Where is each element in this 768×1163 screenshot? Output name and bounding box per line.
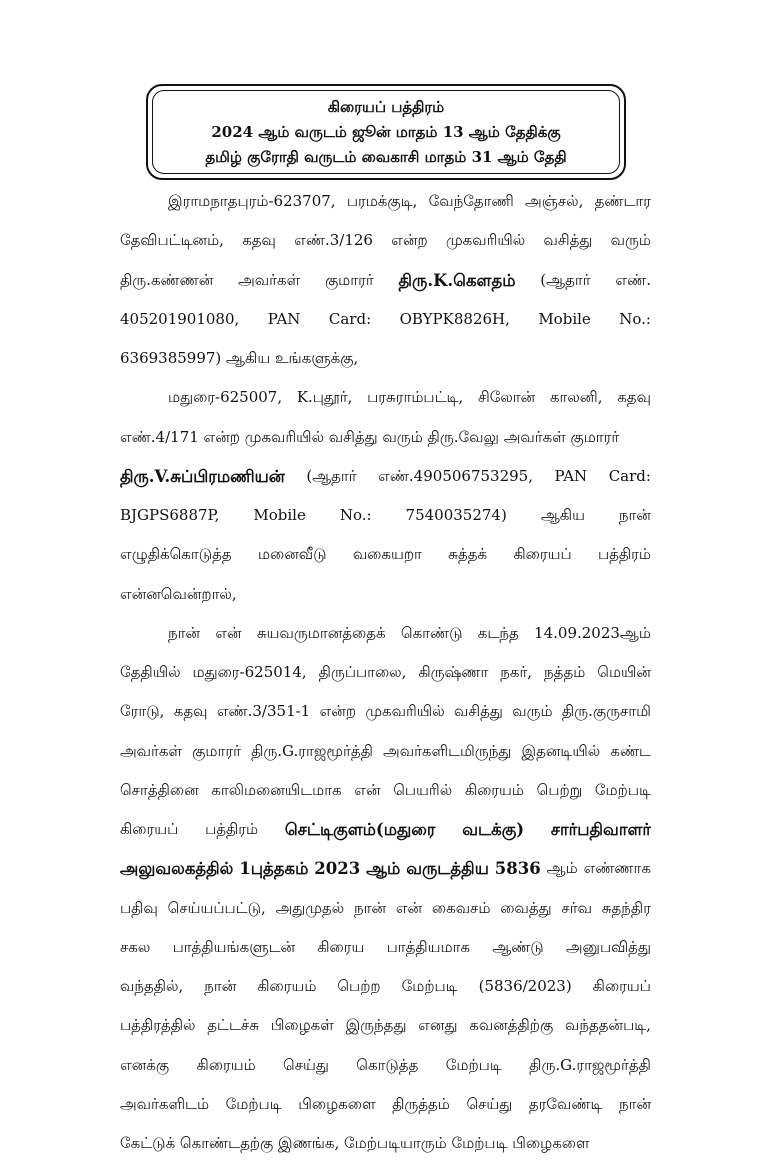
text-line — [120, 261, 651, 300]
word: கிரையப் — [592, 977, 651, 995]
word: திரு.G.ராஜமூர்த்தி — [251, 741, 373, 760]
word: அதுமுதல் — [275, 898, 345, 917]
word: காலிமனையிடமாக — [211, 780, 342, 799]
word: மேற்படி — [225, 1094, 282, 1113]
word: BJGPS6887P, — [120, 506, 220, 524]
word: வந்ததில், — [120, 977, 184, 995]
text-line — [120, 221, 651, 260]
word: செய்யப்பட்டு, — [167, 898, 266, 917]
word: என் — [354, 780, 381, 799]
word: நான் — [168, 623, 201, 642]
word: வசித்து — [543, 231, 593, 250]
text-line: கேட்டுக் கொண்டதற்கு இணங்க, மேற்படியாரும் மேற்படி பிழைகளை — [120, 1134, 590, 1152]
word: கிருஷ்ணா — [418, 663, 489, 681]
word: கிரையம் — [257, 977, 317, 995]
word: பாத்தியங்களுடன் — [172, 937, 296, 956]
word: வருடத்திய — [406, 859, 489, 879]
word: கொடுத்த — [356, 1055, 419, 1074]
word: மதுரை-625007, — [168, 388, 283, 407]
word: பரமக்குடி, — [346, 192, 418, 210]
word: கொண்டு — [400, 623, 463, 642]
word: K.புதூர், — [296, 388, 353, 407]
text-line — [120, 182, 651, 221]
word: சிலோன் — [477, 388, 536, 407]
word: எழுதிக்கொடுத்த — [120, 545, 232, 564]
word: குமாரர் — [324, 270, 374, 289]
word: நான் — [618, 506, 651, 524]
word: சகல — [120, 937, 151, 956]
word: நகர், — [500, 663, 533, 681]
word: பத்திரம் — [597, 545, 651, 564]
document-body — [120, 182, 651, 1163]
word: பத்திரம் — [205, 820, 259, 838]
text-line — [120, 771, 651, 810]
word: சர்வ — [561, 898, 592, 917]
word: அவர்களிடமிருந்து — [383, 741, 512, 760]
document-title: கிரையப் பத்திரம் — [327, 97, 445, 116]
word: கைவசம் — [431, 898, 491, 917]
word: தண்டார — [594, 192, 651, 210]
word: திரு.G.ராஜமூர்த்தி — [529, 1055, 651, 1074]
word: அஞ்சல், — [525, 192, 584, 210]
word: (5836/2023) — [478, 977, 572, 995]
text-line — [120, 849, 651, 888]
word: திருப்பாலை, — [318, 663, 407, 681]
word: சுதந்திர — [601, 898, 651, 917]
word: எனது — [418, 1016, 458, 1035]
text-line: எண்.4/171 என்ற முகவரியில் வசித்து வரும் திரு.வேலு அவர்கள் குமாரர் — [120, 427, 620, 446]
text-line — [120, 928, 651, 967]
word: எண்.3/126 — [294, 231, 373, 250]
text-line: என்னவென்றால், — [120, 584, 237, 603]
word: தரவேண்டி — [528, 1094, 603, 1113]
word: எண்ணாக — [583, 859, 651, 878]
word: நான் — [618, 1094, 651, 1113]
word: Card: — [608, 466, 651, 485]
word: சுத்தக் — [448, 545, 488, 564]
text-line — [120, 378, 651, 417]
word: சொத்தினை — [120, 780, 199, 799]
word: வரும் — [610, 231, 651, 250]
word: பெற்ற — [337, 977, 381, 995]
word: வசித்து — [453, 702, 503, 721]
word: திரு.V.சுப்பிரமணியன் — [120, 466, 285, 486]
gregorian-date-line: 2024 ஆம் வருடம் ஜூன் மாதம் 13 ஆம் தேதிக்கு — [211, 122, 561, 141]
word: வைத்து — [500, 898, 552, 917]
word: திரு.கண்ணன் — [120, 270, 214, 289]
word: என்ற — [319, 702, 357, 721]
word: பாத்தியமாக — [386, 937, 471, 956]
document-title-inner-border — [152, 90, 620, 174]
word: ரோடு, — [120, 702, 165, 721]
word: தட்டச்சு — [207, 1016, 259, 1035]
word: என் — [215, 623, 242, 642]
text-line — [120, 1085, 651, 1124]
word: கிரையப் — [513, 545, 572, 564]
word: மதுரை-625014, — [192, 663, 307, 681]
word: தேவிபட்டினம், — [120, 231, 224, 250]
word: கிரையப் — [120, 820, 179, 838]
text-line — [120, 889, 651, 928]
word: No.: — [339, 506, 372, 524]
word: எண்.490506753295, — [378, 466, 533, 485]
word: 2023 — [314, 859, 361, 879]
text-line — [120, 967, 651, 1006]
word: 5836 — [494, 859, 541, 879]
text-line — [120, 300, 651, 339]
text-line — [120, 653, 651, 692]
word: கதவு — [242, 231, 276, 250]
word: OBYPK8826H, — [399, 309, 510, 328]
word: தேதியில் — [120, 663, 181, 681]
word: குமாரர் — [192, 741, 241, 760]
word: மேற்படி — [594, 780, 651, 799]
text-line — [120, 457, 651, 496]
word: நான் — [204, 977, 237, 995]
word: பதிவு — [120, 898, 158, 917]
word: திரு.குருசாமி — [561, 702, 651, 721]
word: முகவரியில் — [365, 702, 445, 721]
word: அவர்கள் — [120, 741, 182, 760]
word: பெற்று — [536, 780, 583, 799]
word: 1புத்தகம் — [239, 859, 309, 879]
word: பிழைகள் — [270, 1016, 334, 1035]
word: அவர்களிடம் — [120, 1094, 210, 1113]
text-line: 6369385997) ஆகிய உங்களுக்கு, — [120, 349, 359, 367]
word: நான் — [353, 898, 386, 917]
word: மேற்படி — [445, 1055, 502, 1074]
word: பிழைகளை — [298, 1094, 376, 1113]
word: வரும் — [512, 702, 553, 721]
text-line — [120, 1006, 651, 1045]
word: வந்ததன்படி, — [565, 1016, 651, 1035]
word: முகவரியில் — [445, 231, 526, 250]
word: சார்பதிவாளர் — [550, 820, 651, 839]
text-line — [120, 810, 651, 849]
text-line — [120, 1046, 651, 1085]
word: 14.09.2023ஆம் — [534, 623, 651, 642]
tamil-date-line: தமிழ் குரோதி வருடம் வைகாசி மாதம் 31 ஆம் தேதி — [205, 147, 567, 166]
word: சுயவருமானத்தைக் — [256, 623, 386, 642]
word: கிரையம் — [196, 1055, 256, 1074]
word: எண்.3/351-1 — [216, 702, 311, 721]
word: இராமநாதபுரம்-623707, — [168, 192, 336, 210]
word: வேந்தோணி — [428, 192, 514, 210]
word: மெயின் — [597, 663, 651, 681]
word: நத்தம் — [544, 663, 586, 681]
word: (ஆதார் — [306, 466, 357, 485]
word: PAN — [554, 466, 588, 485]
word: எண். — [615, 270, 651, 289]
word: செட்டிகுளம்(மதுரை — [284, 820, 436, 839]
word: பத்திரத்தில் — [120, 1016, 196, 1035]
word: ஆம் — [366, 859, 401, 879]
word: செய்து — [466, 1094, 513, 1113]
word: திருத்தம் — [392, 1094, 450, 1113]
word: அவர்கள் — [238, 270, 301, 289]
word: கதவு — [173, 702, 208, 721]
word: இதனடியில் — [521, 741, 601, 760]
word: மனைவீடு — [257, 545, 327, 564]
word: பரசுராம்பட்டி, — [367, 388, 464, 407]
word: என்ற — [391, 231, 428, 250]
word: Mobile — [253, 506, 306, 524]
word: 405201901080, — [120, 309, 240, 328]
word: என் — [395, 898, 423, 917]
word: ஆண்டு — [492, 937, 544, 956]
word: ஆம் — [546, 859, 578, 878]
word: இருந்தது — [345, 1016, 407, 1035]
word: கண்ட — [610, 741, 651, 760]
text-line — [120, 732, 651, 771]
word: கிரையம் — [464, 780, 524, 799]
word: மேற்படி — [401, 977, 458, 995]
word: வடக்கு) — [462, 820, 525, 839]
word: கதவு — [617, 388, 651, 407]
word: (ஆதார் — [540, 270, 591, 289]
word: கடந்த — [477, 623, 519, 642]
text-line — [120, 692, 651, 731]
word: செய்து — [283, 1055, 329, 1074]
word: கவனத்திற்கு — [469, 1016, 554, 1035]
text-line — [120, 614, 651, 653]
word: PAN — [267, 309, 301, 328]
word: திரு.K.கௌதம் — [398, 270, 516, 290]
text-line — [120, 535, 651, 574]
word: எனக்கு — [120, 1055, 170, 1074]
word: Card: — [328, 309, 372, 328]
document-title-box — [146, 84, 626, 180]
word: கிரைய — [317, 937, 365, 956]
word: வகையறா — [352, 545, 422, 564]
word: அனுபவித்து — [565, 937, 651, 956]
word: No.: — [619, 309, 651, 328]
word: அலுவலகத்தில் — [120, 859, 234, 879]
word: ஆகிய — [540, 506, 585, 524]
word: 7540035274) — [405, 506, 507, 524]
text-line — [120, 496, 651, 535]
word: காலனி, — [549, 388, 603, 407]
word: பெயரில் — [393, 780, 453, 799]
word: Mobile — [538, 309, 591, 328]
